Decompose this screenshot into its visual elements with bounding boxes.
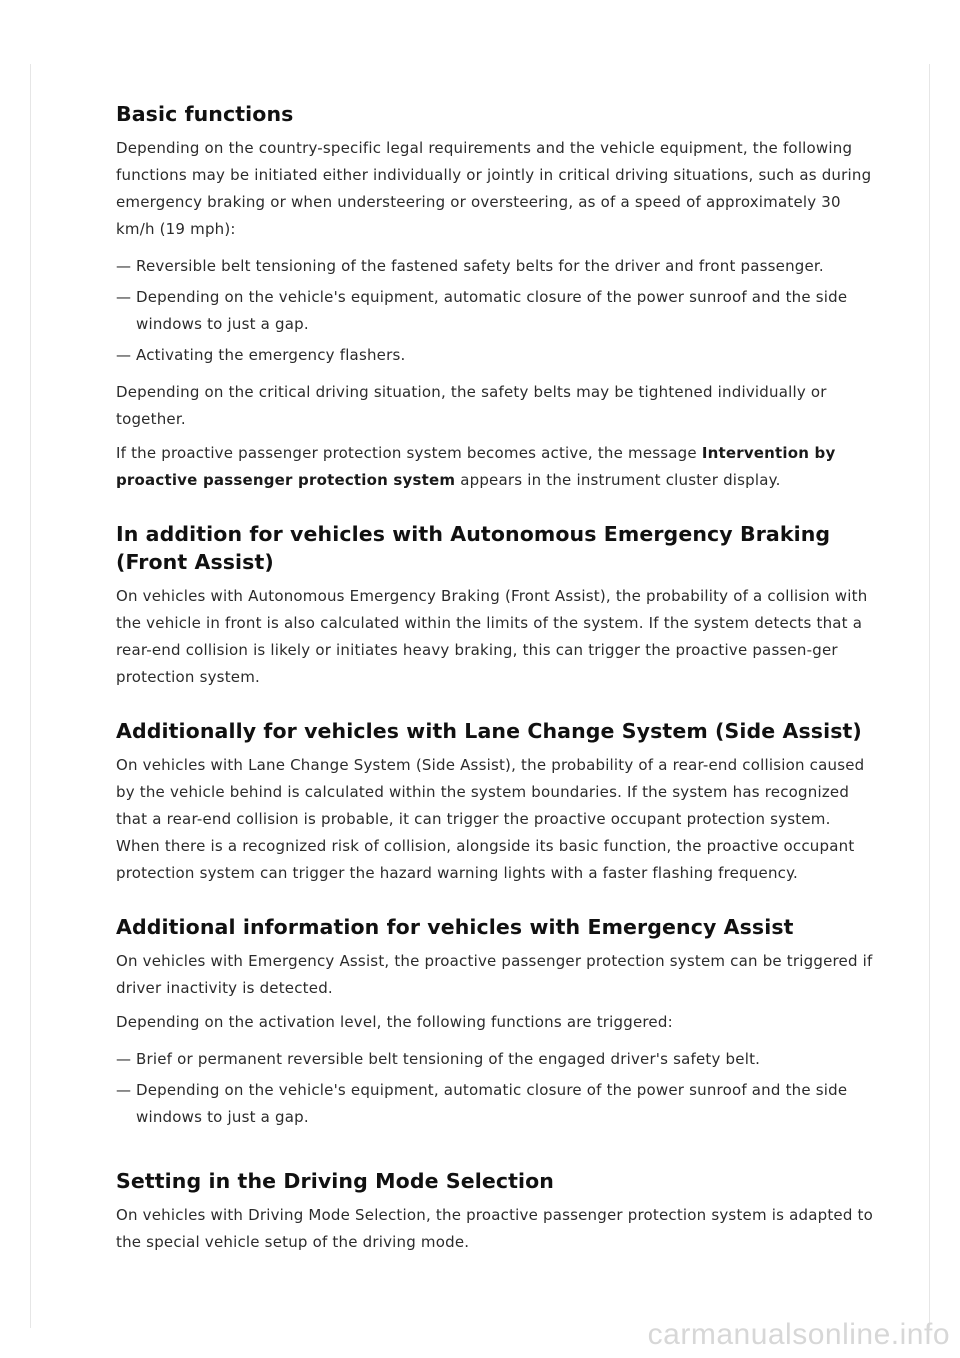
section-paragraph: On vehicles with Lane Change System (Side Assist), the probability of a rear-end collision caused by the vehicle behind is calculated within the system boundaries. If the system has recognized that a rear-end collision is probable, it can trigger the proactive occupant protection system. When there is a recognized risk of collision, alongside its basic function, the proactive occupant protection system can trigger the hazard warning lights with a faster flashing frequency. — [116, 756, 865, 882]
section-paragraph: On vehicles with Driving Mode Selection, the proactive passenger protection system is adapted to the special vehicle setup of the driving mode. — [116, 1206, 873, 1251]
function-list — [116, 1046, 876, 1131]
list-item: — Reversible belt tensioning of the fastened safety belts for the driver and front passenger. — [116, 253, 876, 280]
paragraph-text: appears in the instrument cluster display. — [455, 471, 781, 489]
section-paragraph: On vehicles with Autonomous Emergency Braking (Front Assist), the probability of a collision with the vehicle in front is also calculated within the limits of the system. If the system detects that a rear-end collision is likely or initiates heavy braking, this can trigger the proactive passen-ger protection system. — [116, 587, 868, 686]
page-border-left — [30, 64, 31, 1328]
list-item: — Depending on the vehicle's equipment, automatic closure of the power sunroof and the side windows to just a gap. — [116, 1077, 876, 1131]
manual-page-content — [116, 100, 876, 1256]
section-side-assist — [116, 717, 876, 887]
page-border-right — [929, 64, 930, 1328]
section-heading: In addition for vehicles with Autonomous Emergency Braking (Front Assist) — [116, 522, 831, 574]
paragraph-text: If the proactive passenger protection system becomes active, the message — [116, 444, 702, 462]
section-driving-mode-selection — [116, 1167, 876, 1256]
function-list — [116, 253, 876, 369]
section-emergency-assist — [116, 913, 876, 1131]
section-basic-functions — [116, 100, 876, 494]
section-heading: Additional information for vehicles with Emergency Assist — [116, 915, 794, 939]
section-front-assist — [116, 520, 876, 691]
section-paragraph: Depending on the critical driving situation, the safety belts may be tightened individually or together. — [116, 383, 827, 428]
list-item: — Depending on the vehicle's equipment, automatic closure of the power sunroof and the side windows to just a gap. — [116, 284, 876, 338]
list-item: — Activating the emergency flashers. — [116, 342, 876, 369]
section-heading: Basic functions — [116, 102, 294, 126]
watermark: carmanualsonline.info — [647, 1318, 950, 1351]
section-paragraph: On vehicles with Emergency Assist, the proactive passenger protection system can be triggered if driver inactivity is detected. — [116, 952, 873, 997]
section-heading: Setting in the Driving Mode Selection — [116, 1169, 554, 1193]
section-paragraph: Depending on the activation level, the following functions are triggered: — [116, 1013, 673, 1031]
list-item: — Brief or permanent reversible belt tensioning of the engaged driver's safety belt. — [116, 1046, 876, 1073]
section-heading: Additionally for vehicles with Lane Change System (Side Assist) — [116, 719, 862, 743]
section-paragraph — [116, 440, 876, 494]
section-paragraph: Depending on the country-specific legal requirements and the vehicle equipment, the following functions may be initiated either individually or jointly in critical driving situations, such as during emergency braking or when understeering or oversteering, as of a speed of approximately 30 km/h (19 mph): — [116, 139, 872, 238]
instrument-cluster-message: Intervention by proactive passenger protection system — [116, 444, 836, 489]
